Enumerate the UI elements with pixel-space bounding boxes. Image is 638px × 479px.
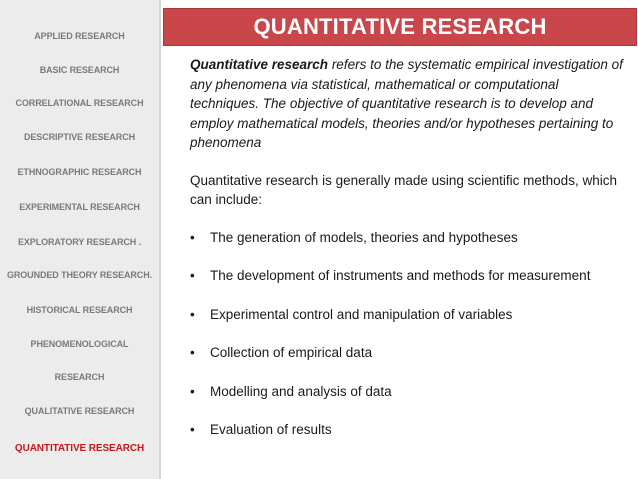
main-content xyxy=(190,55,630,459)
sidebar-item-ethnographic-research[interactable]: ETHNOGRAPHIC RESEARCH xyxy=(17,167,142,177)
sidebar-item-phenomenological[interactable]: PHENOMENOLOGICAL xyxy=(30,339,129,349)
sidebar-item-historical-research[interactable]: HISTORICAL RESEARCH xyxy=(26,305,133,315)
list-item: • Experimental control and manipulation of variables xyxy=(190,305,630,325)
sidebar-item-experimental-research[interactable]: EXPERIMENTAL RESEARCH xyxy=(19,202,140,212)
definition-term: Quantitative research xyxy=(190,57,329,72)
definition-text: refers to the systematic empirical investigation of any phenomena via statistical, mathematical or computational techniques. The objective of quantitative research is to develop and employ mathematical models, theories and/or hypotheses pertaining to phenomena xyxy=(190,57,623,150)
sidebar-item-phenomenological-research-line2[interactable]: RESEARCH xyxy=(54,372,105,382)
sidebar-item-descriptive-research[interactable]: DESCRIPTIVE RESEARCH xyxy=(23,132,136,142)
sidebar-item-exploratory-research[interactable]: EXPLORATORY RESEARCH . xyxy=(18,237,141,247)
methods-list xyxy=(190,228,630,440)
methods-lead: Quantitative research is generally made using scientific methods, which can include: xyxy=(190,172,617,207)
sidebar-item-correlational-research[interactable]: CORRELATIONAL RESEARCH xyxy=(15,98,144,108)
sidebar-item-grounded-theory-research[interactable]: GROUNDED THEORY RESEARCH. xyxy=(6,270,153,280)
list-item: • The generation of models, theories and hypotheses xyxy=(190,228,630,248)
sidebar xyxy=(0,0,161,479)
list-item: • Evaluation of results xyxy=(190,420,630,440)
list-item: • Modelling and analysis of data xyxy=(190,382,630,402)
list-item: • Collection of empirical data xyxy=(190,343,630,363)
page-title: QUANTITATIVE RESEARCH xyxy=(253,14,547,39)
title-bar xyxy=(163,8,637,46)
sidebar-item-basic-research[interactable]: BASIC RESEARCH xyxy=(39,65,120,75)
sidebar-item-quantitative-research[interactable]: QUANTITATIVE RESEARCH xyxy=(14,443,145,454)
sidebar-item-qualitative-research[interactable]: QUALITATIVE RESEARCH xyxy=(24,406,135,416)
sidebar-item-applied-research[interactable]: APPLIED RESEARCH xyxy=(34,31,125,41)
definition-paragraph xyxy=(190,55,630,153)
list-item: • The development of instruments and methods for measurement xyxy=(190,266,630,286)
